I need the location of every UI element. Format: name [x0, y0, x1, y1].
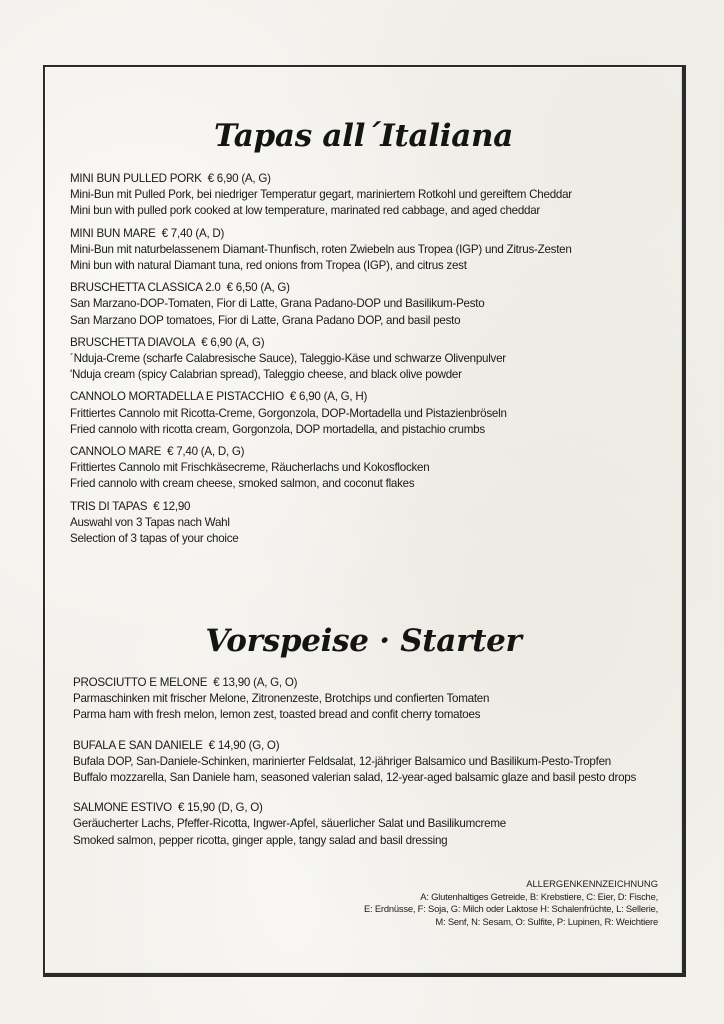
item-description-en: Mini bun with pulled pork cooked at low temperature, marinated red cabbage, and aged cheddar [70, 204, 541, 218]
item-price: € 12,90 [153, 499, 191, 513]
item-allergens: (A, D) [195, 226, 225, 240]
item-allergens: (D, G, O) [217, 801, 263, 815]
item-allergens: (A, G, O) [253, 676, 298, 689]
menu-item [73, 675, 673, 724]
item-description-de: Frittiertes Cannolo mit Frischkäsecreme, Räucherlachs und Kokosflocken [70, 461, 430, 475]
item-name: PROSCIUTTO E MELONE [73, 676, 208, 689]
item-price: € 15,90 [177, 801, 215, 815]
allergen-legend-line: M: Senf, N: Sesam, O: Sulfite, P: Lupinen, R: Weichtiere [435, 915, 658, 927]
item-price: € 13,90 [213, 676, 251, 689]
item-description-en: Buffalo mozzarella, San Daniele ham, seasoned valerian salad, 12-year-aged balsamic glaze and basil pesto drops [73, 771, 637, 785]
allergen-legend [364, 878, 658, 928]
item-name: BRUSCHETTA CLASSICA 2.0 [70, 281, 221, 295]
item-header [73, 675, 673, 691]
section-title-tapas: Tapas all´Italiana [213, 118, 514, 154]
menu-frame [43, 65, 686, 977]
item-description-en: Smoked salmon, pepper ricotta, ginger apple, tangy salad and basil dressing [73, 833, 448, 847]
item-description-de: Parmaschinken mit frischer Melone, Zitronenzeste, Brotchips und confierten Tomaten [73, 692, 490, 706]
item-description-en: Fried cannolo with cream cheese, smoked salmon, and coconut flakes [70, 477, 415, 491]
menu-item [70, 226, 670, 275]
item-description-en: Fried cannolo with ricotta cream, Gorgonzola, DOP mortadella, and pistachio crumbs [70, 422, 485, 436]
item-price: € 7,40 [167, 445, 198, 459]
item-allergens: (A, G, H) [323, 390, 368, 404]
starter-list [73, 675, 673, 863]
item-description-en: San Marzano DOP tomatoes, Fior di Latte, Grana Padano DOP, and basil pesto [70, 313, 461, 327]
item-description-de: Mini-Bun mit Pulled Pork, bei niedriger Temperatur gegart, mariniertem Rotkohl und gereiftem Cheddar [70, 188, 572, 202]
item-allergens: (A, G) [260, 281, 290, 295]
item-header [70, 444, 670, 460]
item-allergens: (A, G) [241, 172, 271, 185]
menu-item [70, 171, 670, 220]
allergen-legend-heading: ALLERGENKENNZEICHNUNG [526, 878, 658, 889]
item-price: € 7,40 [161, 226, 193, 240]
item-price: € 6,90 [289, 390, 321, 404]
item-description-en: 'Nduja cream (spicy Calabrian spread), Taleggio cheese, and black olive powder [70, 368, 462, 382]
item-name: BRUSCHETTA DIAVOLA [70, 335, 196, 349]
item-name: CANNOLO MARE [70, 445, 162, 459]
item-header [70, 389, 670, 405]
item-name: CANNOLO MORTADELLA E PISTACCHIO [70, 390, 284, 404]
item-description-de: San Marzano-DOP-Tomaten, Fior di Latte, Grana Padano-DOP und Basilikum-Pesto [70, 297, 485, 311]
item-allergens: (G, O) [248, 738, 280, 752]
item-description-de: Frittiertes Cannolo mit Ricotta-Creme, Gorgonzola, DOP-Mortadella und Pistazienbröseln [70, 406, 507, 420]
section-title-starter: Vorspeise · Starter [205, 623, 522, 659]
menu-item [73, 800, 673, 849]
item-name: MINI BUN MARE [70, 226, 156, 240]
item-description-de: Mini-Bun mit naturbelassenem Diamant-Thunfisch, roten Zwiebeln aus Tropea (IGP) und Zitrus-Zesten [70, 242, 572, 256]
menu-item [70, 335, 670, 384]
item-description-de: Auswahl von 3 Tapas nach Wahl [70, 515, 230, 529]
menu-item [70, 444, 670, 493]
item-allergens: (A, D, G) [200, 445, 245, 459]
menu-item [70, 389, 670, 438]
allergen-legend-line: A: Glutenhaltiges Getreide, B: Krebstiere, C: Eier, D: Fische, [420, 890, 658, 902]
item-header [70, 280, 670, 296]
item-price: € 14,90 [208, 738, 246, 752]
tapas-list [70, 171, 670, 553]
item-header [70, 335, 670, 351]
item-name: BUFALA E SAN DANIELE [73, 738, 203, 752]
item-price: € 6,90 [201, 335, 232, 349]
item-allergens: (A, G) [234, 335, 265, 349]
item-name: TRIS DI TAPAS [70, 499, 148, 513]
item-header [70, 171, 670, 187]
menu-item [70, 499, 670, 548]
item-name: SALMONE ESTIVO [73, 801, 172, 815]
allergen-legend-line: E: Erdnüsse, F: Soja, G: Milch oder Laktose H: Schalenfrüchte, L: Sellerie, [364, 903, 658, 915]
item-header [70, 499, 670, 515]
item-price: € 6,50 [226, 281, 258, 295]
item-header [73, 738, 673, 754]
item-description-de: Bufala DOP, San-Daniele-Schinken, marinierter Feldsalat, 12-jähriger Balsamico und Basilikum-Pesto-Tropfen [73, 754, 611, 768]
item-description-en: Parma ham with fresh melon, lemon zest, toasted bread and confit cherry tomatoes [73, 708, 481, 722]
item-header [73, 800, 673, 816]
item-description-en: Selection of 3 tapas of your choice [70, 532, 239, 546]
menu-item [73, 738, 673, 787]
item-header [70, 226, 670, 242]
menu-item [70, 280, 670, 329]
item-description-en: Mini bun with natural Diamant tuna, red onions from Tropea (IGP), and citrus zest [70, 259, 467, 273]
item-description-de: ´Nduja-Creme (scharfe Calabresische Sauce), Taleggio-Käse und schwarze Olivenpulver [70, 352, 506, 366]
item-description-de: Geräucherter Lachs, Pfeffer-Ricotta, Ingwer-Apfel, säuerlicher Salat und Basilikumcreme [73, 817, 506, 831]
item-name: MINI BUN PULLED PORK [70, 172, 202, 185]
item-price: € 6,90 [207, 172, 239, 185]
